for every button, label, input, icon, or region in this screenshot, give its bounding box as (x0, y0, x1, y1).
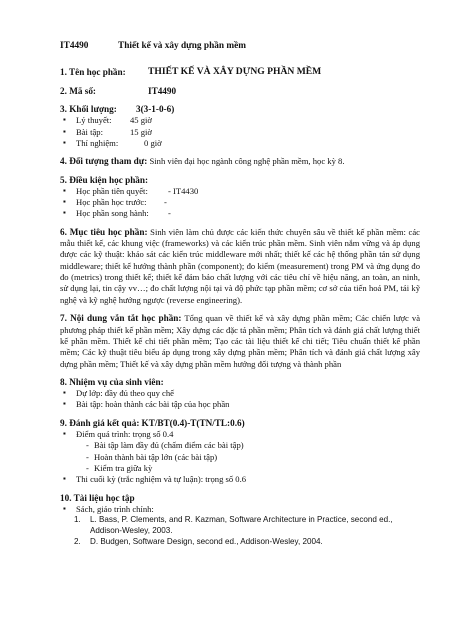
document-header (60, 40, 420, 52)
duties-list (60, 388, 420, 411)
section-course-name (60, 66, 420, 79)
section-2-label: 2. Mã số: (60, 85, 96, 96)
section-materials (60, 492, 420, 548)
list-item: ▪ Học phần tiên quyết: - IT4430 (60, 186, 420, 197)
reference-item: 2. D. Budgen, Software Design, second ed., Addison-Wesley, 2004. (74, 536, 323, 546)
section-student-duties (60, 376, 420, 411)
workload-list (60, 115, 420, 149)
sub-list-item: - Bài tập làm đầy đủ (chấm điểm các bài tập) (60, 440, 420, 451)
section-1-label: 1. Tên học phần: (60, 67, 126, 78)
section-3-label: 3. Khối lượng: (60, 104, 117, 115)
section-4-label: 4. Đối tượng tham dự: (60, 156, 148, 167)
list-item: ▪ Thi cuối kỳ (trắc nghiệm và tự luận): trọng số 0.6 (60, 474, 420, 485)
assessment-list (60, 429, 420, 486)
materials-list (60, 504, 420, 515)
audience-text: Sinh viên đại học ngành công nghệ phần mềm, học kỳ 8. (149, 156, 345, 167)
list-item: ▪ Sách, giáo trình chính: (60, 504, 420, 515)
section-9-label: 9. Đánh giá kết quả: (60, 417, 140, 428)
section-workload (60, 103, 420, 149)
assessment-formula: KT/BT(0.4)-T(TN/TL:0.6) (141, 417, 245, 428)
objectives-text: Sinh viên làm chủ được các kiến thức chuyên sâu về thiết kế phần mềm: các mẫu thiết kế, các khung việc (frameworks) và các kiến trúc phần mềm. Sinh viên nắm vững và áp dụng được các kỹ thuật: khảo sát các kiến trúc middleware mới nhất; thiết kế các hệ thống phần tán sử dụng middleware; thiết kế hướng thành phần (component); đo kiểm (measurement) trong PM và ứng dụng đo đo (metrics) trong thiết kế; thiết kế đảm bảo chất lượng với các tiêu chí về hiệu năng, an toàn, an ninh, sử dụng lại, tin cậy vv…; đo chất lượng nội tại và độ phức tạp phần mềm; cơ sở của tiến hoá PM, tái kỹ nghệ và kỹ nghệ hướng ngược (reverse engineering). (60, 226, 420, 305)
sub-list-item: - Kiểm tra giữa kỳ (60, 463, 420, 474)
workload-value: 3(3-1-0-6) (136, 104, 175, 115)
section-assessment (60, 417, 420, 486)
list-item: ▪ Thí nghiệm: 0 giờ (60, 138, 420, 149)
list-item: ▪ Dự lớp: đầy đủ theo quy chế (60, 388, 420, 399)
syllabus-page (60, 40, 420, 547)
reference-list (60, 515, 420, 547)
list-item: ▪ Học phần song hành: - (60, 208, 420, 219)
course-name-value: THIẾT KẾ VÀ XÂY DỰNG PHẦN MỀM (148, 66, 322, 78)
section-content-summary (60, 312, 420, 370)
header-course-code: IT4490 (60, 41, 89, 51)
list-item: ▪ Lý thuyết: 45 giờ (60, 115, 420, 126)
section-10-label: 10. Tài liệu học tập (60, 492, 135, 503)
section-8-label: 8. Nhiệm vụ của sinh viên: (60, 376, 164, 387)
course-code-value: IT4490 (148, 85, 177, 96)
prerequisites-list (60, 186, 420, 220)
list-item: ▪ Bài tập: 15 giờ (60, 127, 420, 138)
list-item: ▪ Điểm quá trình: trọng số 0.4 (60, 429, 420, 440)
list-item: ▪ Bài tập: hoàn thành các bài tập của học phần (60, 399, 420, 410)
section-audience (60, 155, 420, 167)
list-item: ▪ Học phần học trước: - (60, 197, 420, 208)
content-summary-text: Tổng quan về thiết kế và xây dựng phần mềm; Các chiến lược và phương pháp thiết kế phần mềm; Xây dựng các đặc tả phần mềm; Phân tích và đánh giá chất lượng thiết kế phần mềm. Thiết kế chi tiết phần mềm; Tạo các tài liệu thiết kế chi tiết; Tiêu chuẩn thiết kế phần mềm; Các kỹ thuật tiêu biểu áp dụng trong xây dựng phần mềm; Phân tích và đánh giá chất lượng xây dựng phần mềm; Thiết kế và xây dựng phần mềm hướng đối tượng và thành phần (60, 313, 421, 369)
section-prerequisites (60, 174, 420, 220)
header-course-name: Thiết kế và xây dựng phần mềm (118, 41, 247, 51)
section-course-code (60, 85, 420, 97)
section-6-label: 6. Mục tiêu học phần: (60, 226, 148, 237)
reference-item: 1. L. Bass, P. Clements, and R. Kazman, Software Architecture in Practice, second ed., Addison-Wesley, 2003. (74, 515, 393, 535)
section-7-label: 7. Nội dung vắn tắt học phần: (60, 313, 182, 324)
section-5-label: 5. Điều kiện học phần: (60, 174, 149, 185)
section-objectives (60, 226, 420, 306)
sub-list-item: - Hoàn thành bài tập lớn (các bài tập) (60, 452, 420, 463)
